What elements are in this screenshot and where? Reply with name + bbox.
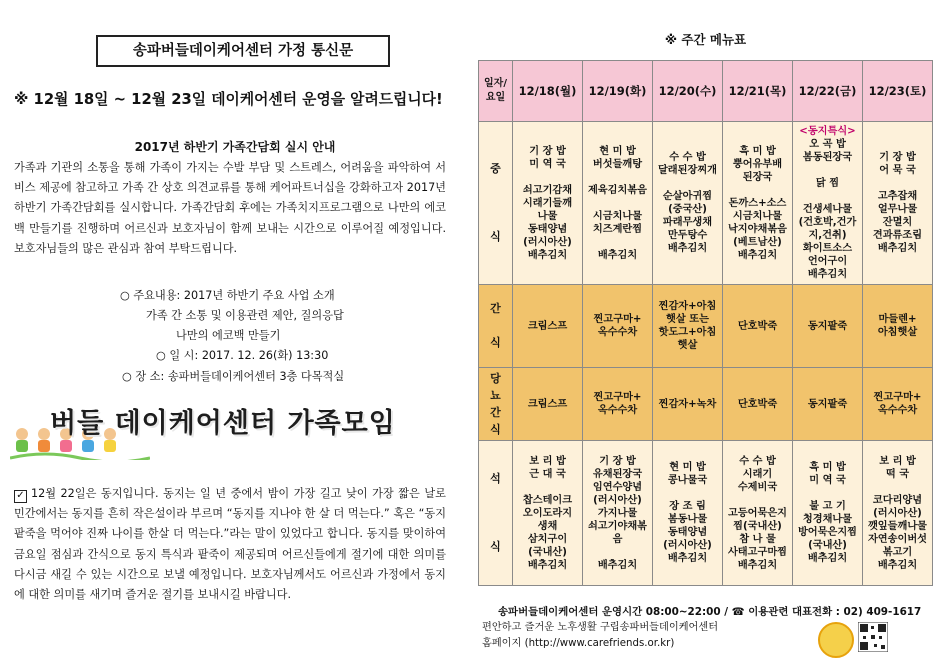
menu-item: 어 묵 국 bbox=[879, 165, 916, 176]
menu-item: 찐고구마+ bbox=[593, 392, 642, 403]
menu-item: (러시아산) bbox=[663, 540, 712, 551]
menu-item: 삼치구이 bbox=[527, 533, 568, 545]
menu-item: 찐고구마+ bbox=[593, 314, 642, 325]
menu-cell bbox=[863, 285, 933, 368]
diabetic-snack-row bbox=[479, 368, 933, 441]
menu-item: 참 나 물 bbox=[739, 533, 776, 545]
menu-item: 핫도그+아침 bbox=[658, 327, 717, 338]
row-label-lunch: 중 식 bbox=[479, 122, 513, 285]
menu-item: 견과류조림 bbox=[872, 230, 923, 241]
menu-cell bbox=[863, 122, 933, 285]
dinner-row bbox=[479, 441, 933, 586]
menu-item: 배추김치 bbox=[527, 249, 568, 261]
menu-item: 뿡어유부배 bbox=[732, 158, 783, 170]
family-meeting-intro: 가족과 기관의 소통을 통해 가족이 가지는 수발 부담 및 스트레스, 어려움을 파악하여 서비스 제공에 참고하고 가족 간 상호 의견교류를 통해 케어파트너십을 강화하고자 2017년 하반기 가족간담회를 실시합니다. 가족간담회 후에는 가족치지프로그램으로 나만의 에코백 만들기를 진행하며 어르신과 보호자님이 함께 보내는 시간으로 이루어질 예정입니다. 보호자님들의 많은 관심과 참여 부탁드립니다. bbox=[14, 161, 446, 255]
menu-item: 단호박죽 bbox=[737, 320, 778, 332]
menu-item bbox=[863, 481, 932, 494]
menu-cell bbox=[583, 285, 653, 368]
menu-item bbox=[793, 190, 862, 203]
menu-cell bbox=[863, 368, 933, 441]
menu-item: (러시아산) bbox=[593, 494, 642, 506]
menu-cell bbox=[793, 368, 863, 441]
menu-item: 쇠고기감채 bbox=[522, 184, 573, 196]
menu-cell bbox=[723, 285, 793, 368]
row-label-snack: 간 식 bbox=[479, 285, 513, 368]
menu-cell bbox=[793, 285, 863, 368]
menu-item: 마들렌+ bbox=[878, 314, 917, 325]
menu-item: (국내산) bbox=[808, 540, 847, 551]
menu-item: 배추김치 bbox=[807, 553, 848, 564]
menu-item: 흑 미 밥 bbox=[809, 462, 846, 473]
menu-item: 기 장 밥 bbox=[529, 145, 566, 157]
menu-item: (베트남산) bbox=[733, 236, 782, 248]
menu-item: 배추김치 bbox=[527, 559, 568, 571]
menu-item: 동태양념 bbox=[527, 223, 568, 235]
menu-item: 임연수양념 bbox=[592, 481, 643, 493]
menu-item bbox=[653, 487, 722, 500]
menu-item bbox=[793, 164, 862, 177]
day-header: 12/22(금) bbox=[793, 61, 863, 122]
menu-item: 미 역 국 bbox=[529, 158, 566, 170]
menu-header-row bbox=[479, 61, 933, 122]
menu-item: 오이도라지 bbox=[522, 507, 573, 519]
menu-cell bbox=[793, 122, 863, 285]
menu-item: 코다리양념 bbox=[872, 494, 923, 506]
menu-item: 찐감자+아침 bbox=[658, 301, 717, 312]
menu-cell bbox=[583, 122, 653, 285]
menu-item: 지,건취) bbox=[808, 230, 847, 241]
day-header: 12/21(목) bbox=[723, 61, 793, 122]
snack-row bbox=[479, 285, 933, 368]
menu-item: 찐감자+녹차 bbox=[658, 398, 717, 410]
menu-item: 시래기 bbox=[742, 468, 773, 480]
row-label-diabetic-snack: 당 뇨 간 식 bbox=[479, 368, 513, 441]
menu-item: 언어구이 bbox=[807, 256, 848, 267]
day-header: 12/18(월) bbox=[513, 61, 583, 122]
homepage-link[interactable]: 홈페이지 (http://www.carefriends.or.kr) bbox=[482, 638, 675, 649]
menu-item: 배추김치 bbox=[737, 249, 778, 261]
menu-item: 시금치나물 bbox=[732, 210, 783, 222]
day-header: 12/23(토) bbox=[863, 61, 933, 122]
menu-item: 된장국 bbox=[742, 171, 773, 183]
menu-item: 배추김치 bbox=[877, 243, 918, 254]
dongji-text: 12월 22일은 동지입니다. 동지는 일 년 중에서 밤이 가장 길고 낮이 가장 짧은 날로 민간에서는 동지를 흔히 작은설이라 부르며 “동지를 지나야 한 살 더 먹는다.” 혹은 “동지팥죽을 먹어야 진짜 나이를 한살 더 먹는다.”라는 말이 있었다고 합니다. 동지를 맞이하여 금요일 점심과 간식으로 동지 특식과 팥죽이 제공되며 어르신들에게 절기에 대한 의미를 다시금 새길 수 있는 시간으로 보낼 예정입니다. 보호자님께서도 어르신과 가정에서 동지에 대한 의미를 새기며 즐거운 절기를 보내시길 바랍니다. bbox=[14, 487, 446, 602]
menu-item: 얼무나물 bbox=[877, 204, 918, 215]
menu-item: 현 미 밥 bbox=[599, 145, 636, 157]
menu-item: 화이트소스 bbox=[802, 243, 853, 254]
detail-content-2: 가족 간 소통 및 이용관련 제안, 질의응답 bbox=[146, 309, 344, 322]
menu-item: 콩나물국 bbox=[667, 475, 708, 486]
banner-heading bbox=[50, 401, 396, 440]
menu-item: 닭 찜 bbox=[815, 178, 840, 189]
day-header: 12/19(화) bbox=[583, 61, 653, 122]
detail-content-1: ○ 주요내용: 2017년 하반기 주요 사업 소개 bbox=[120, 289, 335, 302]
menu-item: 옥수수차 bbox=[877, 405, 918, 416]
row-label-dinner: 석 식 bbox=[479, 441, 513, 586]
day-header: 12/20(수) bbox=[653, 61, 723, 122]
menu-cell bbox=[583, 441, 653, 586]
menu-item: 잔멸치 bbox=[882, 217, 913, 228]
menu-cell bbox=[723, 368, 793, 441]
special-menu-label: <동지특식> bbox=[799, 126, 856, 137]
menu-item: 가지나물 bbox=[597, 507, 638, 519]
menu-item bbox=[793, 487, 862, 500]
menu-item: 시래기들깨 bbox=[522, 197, 573, 209]
menu-item: 배추김치 bbox=[807, 269, 848, 280]
menu-item: 나물 bbox=[537, 210, 558, 222]
menu-item: 시금치나물 bbox=[592, 210, 643, 222]
menu-item: 장 조 림 bbox=[669, 501, 706, 512]
menu-title: ※ 주간 메뉴표 bbox=[664, 32, 747, 47]
menu-item: 제육김치볶음 bbox=[587, 184, 648, 196]
operating-hours-contact: 송파버들데이케어센터 운영시간 08:00~22:00 / ☎ 이용관련 대표전화 : 02) 409-1617 bbox=[498, 606, 922, 618]
center-logo-icon bbox=[818, 622, 854, 658]
banner-heading-text: 버들 데이케어센터 가족모임 bbox=[50, 408, 396, 439]
menu-item: 달래된장찌개 bbox=[657, 165, 718, 176]
menu-item: 배추김치 bbox=[597, 559, 638, 571]
detail-date: ○ 일 시: 2017. 12. 26(화) 13:30 bbox=[156, 349, 329, 362]
menu-item: 흑 미 밥 bbox=[739, 145, 776, 157]
menu-cell bbox=[653, 285, 723, 368]
menu-item: 배추김치 bbox=[737, 559, 778, 571]
menu-item: 떡 국 bbox=[885, 468, 910, 480]
menu-item: 낙지야채볶음 bbox=[727, 223, 788, 235]
menu-item: (국내산) bbox=[528, 546, 567, 558]
menu-item: 쇠고기야채볶 bbox=[587, 520, 648, 532]
menu-item bbox=[653, 177, 722, 190]
menu-item: 찐고구마+ bbox=[873, 392, 922, 403]
menu-item: 배추김치 bbox=[597, 249, 638, 261]
menu-cell bbox=[513, 441, 583, 586]
menu-item: 수 수 밥 bbox=[669, 152, 706, 163]
menu-item: 볶고기 bbox=[882, 546, 913, 558]
menu-item: 동지팥죽 bbox=[807, 398, 848, 410]
menu-item: 햇살 또는 bbox=[666, 314, 709, 325]
menu-item: 불 고 기 bbox=[809, 501, 846, 512]
menu-item bbox=[863, 177, 932, 190]
menu-item: 배추김치 bbox=[667, 243, 708, 254]
menu-item bbox=[583, 236, 652, 249]
menu-item: 기 장 밥 bbox=[599, 455, 636, 467]
family-meeting-banner bbox=[10, 398, 450, 460]
menu-item bbox=[723, 184, 792, 197]
menu-table bbox=[478, 60, 933, 586]
menu-cell bbox=[653, 368, 723, 441]
menu-cell bbox=[513, 122, 583, 285]
menu-item: 아침햇살 bbox=[877, 327, 918, 338]
menu-item: 건생세나물 bbox=[802, 204, 853, 215]
menu-item bbox=[723, 494, 792, 507]
menu-cell bbox=[583, 368, 653, 441]
menu-item: 오 곡 밥 bbox=[809, 139, 846, 150]
menu-cell bbox=[863, 441, 933, 586]
menu-item: 동태양념 bbox=[667, 527, 708, 538]
menu-item: 동지팥죽 bbox=[807, 320, 848, 332]
menu-cell bbox=[723, 441, 793, 586]
menu-item: 옥수수차 bbox=[597, 327, 638, 338]
footer-slogan: 편안하고 즐거운 노후생활 구립송파버들데이케어센터 bbox=[482, 622, 719, 633]
menu-item: 파래무생채 bbox=[662, 217, 713, 228]
menu-item: 배추김치 bbox=[877, 559, 918, 571]
menu-item: 고추잡채 bbox=[877, 191, 918, 202]
menu-item: 보 리 밥 bbox=[879, 455, 916, 467]
menu-item: 햇살 bbox=[677, 340, 698, 351]
menu-item: (러시아산) bbox=[523, 236, 572, 248]
menu-item: 수 수 밥 bbox=[739, 455, 776, 467]
menu-item: (중국산) bbox=[668, 204, 707, 215]
menu-item: 단호박죽 bbox=[737, 398, 778, 410]
family-meeting-title: 2017년 하반기 가족간담회 실시 안내 bbox=[134, 140, 336, 154]
menu-item: (러시아산) bbox=[873, 507, 922, 519]
menu-item bbox=[583, 546, 652, 559]
menu-item: 봄동된장국 bbox=[802, 152, 853, 163]
menu-item: 봄동나물 bbox=[667, 514, 708, 525]
menu-item bbox=[513, 481, 582, 494]
menu-item: 배추김치 bbox=[667, 553, 708, 564]
menu-item: 크림스프 bbox=[527, 320, 568, 332]
dongji-paragraph bbox=[14, 484, 446, 605]
menu-item: 만두탕수 bbox=[667, 230, 708, 241]
menu-item: 수제비국 bbox=[737, 481, 778, 493]
menu-item bbox=[513, 171, 582, 184]
lunch-row bbox=[479, 122, 933, 285]
weekly-menu-panel bbox=[478, 0, 933, 665]
menu-item bbox=[583, 171, 652, 184]
menu-item: 자연송이버섯 bbox=[867, 533, 928, 545]
menu-item: 유채된장국 bbox=[592, 468, 643, 480]
menu-item: 크림스프 bbox=[527, 398, 568, 410]
menu-item: 돈까스+소스 bbox=[728, 197, 787, 209]
menu-item: 근 대 국 bbox=[529, 468, 566, 480]
menu-cell bbox=[513, 285, 583, 368]
menu-cell bbox=[653, 122, 723, 285]
newsletter-title: 송파버들데이케어센터 가정 통신문 bbox=[96, 35, 390, 67]
menu-item: 생채 bbox=[537, 520, 558, 532]
menu-item: 현 미 밥 bbox=[669, 462, 706, 473]
corner-header: 일자/요일 bbox=[479, 61, 513, 122]
menu-cell bbox=[513, 368, 583, 441]
detail-content-3: 나만의 에코백 만들기 bbox=[176, 329, 281, 342]
menu-item: 순살아귀찜 bbox=[662, 191, 713, 202]
menu-item: 사태고구마찜 bbox=[727, 546, 788, 558]
menu-cell bbox=[653, 441, 723, 586]
menu-item: 방어묵은지찜 bbox=[797, 527, 858, 538]
menu-item: 기 장 밥 bbox=[879, 152, 916, 163]
menu-item: 미 역 국 bbox=[809, 475, 846, 486]
menu-item: 고등어묵은지 bbox=[727, 507, 788, 519]
menu-item: (건호박,건가 bbox=[798, 217, 857, 228]
menu-item: 옥수수차 bbox=[597, 405, 638, 416]
menu-item: 찜(국내산) bbox=[733, 520, 782, 532]
operation-headline: ※ 12월 18일 ~ 12월 23일 데이케어센터 운영을 알려드립니다! bbox=[14, 91, 443, 108]
menu-item: 버섯들깨탕 bbox=[592, 158, 643, 170]
menu-item bbox=[583, 197, 652, 210]
menu-item: 깻잎들깨나물 bbox=[867, 520, 928, 532]
detail-place: ○ 장 소: 송파버들데이케어센터 3층 다목적실 bbox=[122, 370, 345, 383]
qr-code-icon[interactable] bbox=[858, 622, 888, 652]
checkbox-icon: ✓ bbox=[14, 490, 27, 503]
menu-cell bbox=[793, 441, 863, 586]
menu-item: 음 bbox=[612, 533, 623, 545]
menu-item: 찹스테이크 bbox=[522, 494, 573, 506]
menu-item: 보 리 밥 bbox=[529, 455, 566, 467]
menu-item: 치즈계란찜 bbox=[592, 223, 643, 235]
menu-item: 청경채나물 bbox=[802, 514, 853, 525]
menu-cell bbox=[723, 122, 793, 285]
